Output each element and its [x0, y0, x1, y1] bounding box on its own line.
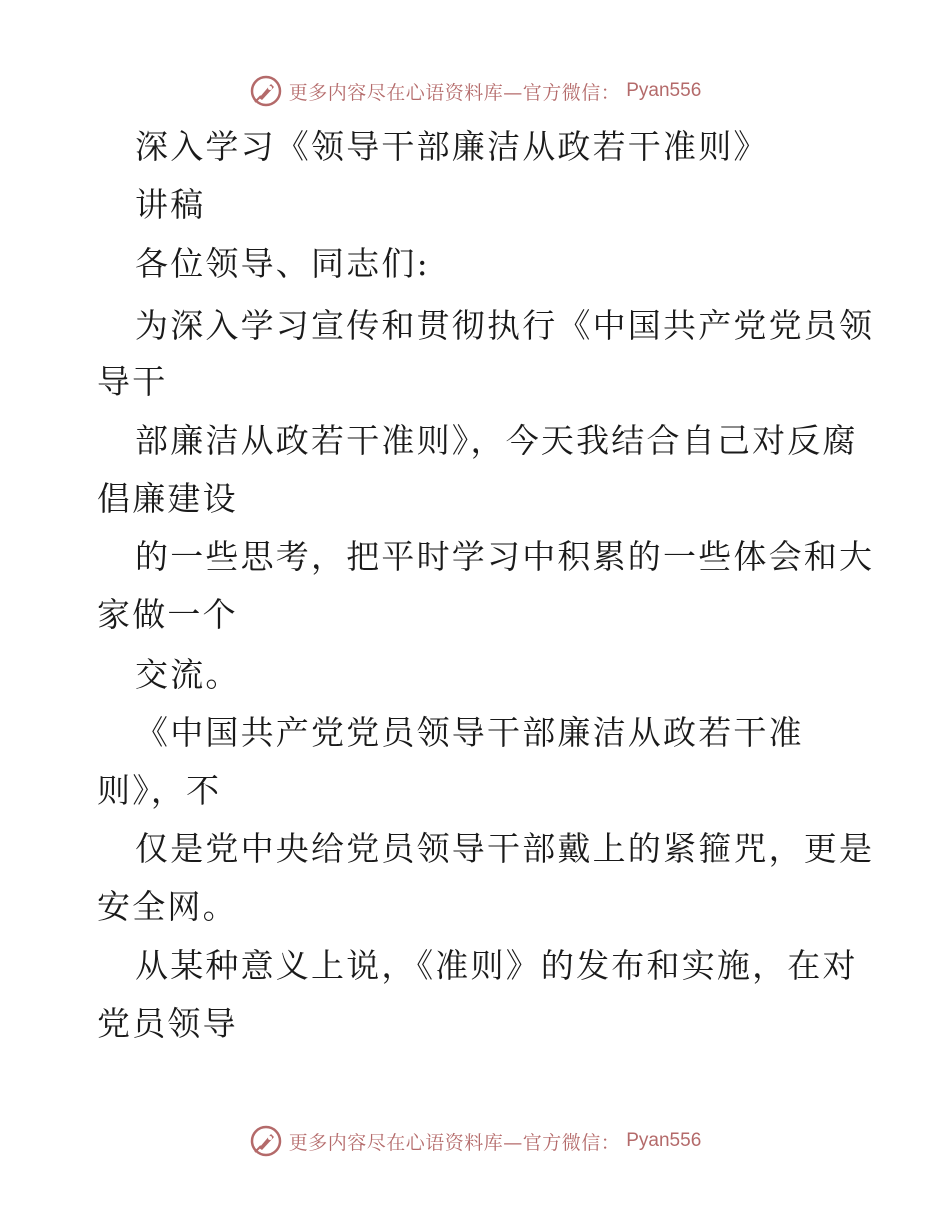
doc-text-line: 导干 — [97, 362, 168, 401]
doc-text-line: 则》，不 — [97, 771, 222, 810]
doc-text-line: 家做一个 — [97, 595, 238, 634]
banner-text: 更多内容尽在心语资料库—官方微信： — [288, 1131, 621, 1154]
doc-text-line: 仅是党中央给党员领导干部戴上的紧箍咒，更是 — [135, 829, 875, 868]
doc-text-line: 为深入学习宣传和贯彻执行《中国共产党党员领 — [135, 306, 875, 345]
doc-text-line: 安全网。 — [97, 887, 238, 926]
doc-text-line: 部廉洁从政若干准则》，今天我结合自己对反腐 — [135, 421, 858, 460]
doc-salutation: 各位领导、同志们: — [135, 244, 430, 283]
doc-text-line: 党员领导 — [97, 1004, 238, 1043]
pen-nib-logo-icon — [249, 1124, 283, 1158]
banner-wechat-id: Pyan556 — [626, 1130, 702, 1151]
doc-text-line: 从某种意义上说，《准则》的发布和实施，在对 — [135, 946, 858, 985]
doc-text-line: 交流。 — [135, 655, 241, 694]
banner-wechat-id: Pyan556 — [626, 80, 702, 101]
doc-text-line: 《中国共产党党员领导干部廉洁从政若干准 — [135, 713, 804, 752]
banner-text: 更多内容尽在心语资料库—官方微信： — [288, 81, 621, 104]
doc-text-line: 倡廉建设 — [97, 479, 238, 518]
doc-title-line: 深入学习《领导干部廉洁从政若干准则》 — [135, 127, 769, 166]
doc-text-line: 的一些思考，把平时学习中积累的一些体会和大 — [135, 537, 875, 576]
footer-watermark-banner — [0, 1121, 950, 1161]
doc-title-subline: 讲稿 — [135, 185, 206, 224]
